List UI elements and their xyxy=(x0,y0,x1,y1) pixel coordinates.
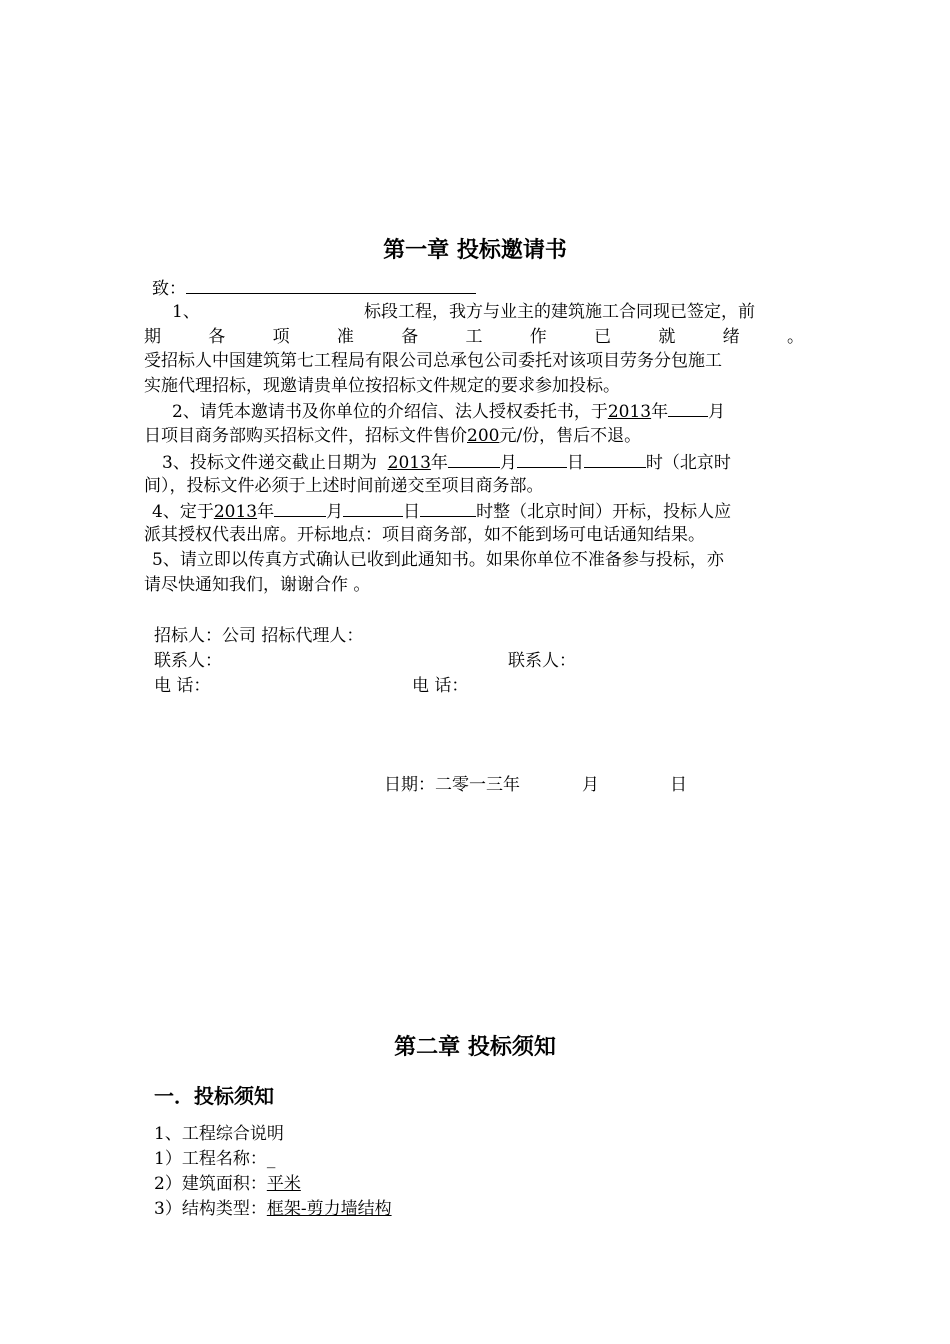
spread-char: 项 xyxy=(272,327,290,347)
para2-line1 xyxy=(172,399,725,424)
para2-year: 2013 xyxy=(607,402,652,422)
month-label: 月 xyxy=(499,453,517,473)
para4-text: 4、定于 xyxy=(152,502,214,522)
para1-line3: 受招标人中国建筑第七工程局有限公司总承包公司委托对该项目劳务分包施工 xyxy=(144,351,722,371)
para3-text: 3、投标文件递交截止日期为 xyxy=(162,453,377,473)
para3-line1 xyxy=(162,450,731,475)
para5-line1: 5、请立即以传真方式确认已收到此通知书。如果你单位不准备参与投标，亦 xyxy=(152,550,724,570)
para2-text2: 日项目商务部购买招标文件，招标文件售价 xyxy=(144,426,467,446)
spread-char: 作 xyxy=(529,327,547,347)
spread-char: 。 xyxy=(786,327,804,347)
para1-line2 xyxy=(144,325,804,349)
item-structure xyxy=(154,1197,392,1221)
date-day: 日 xyxy=(670,775,687,795)
day-label: 日 xyxy=(566,453,584,473)
date-month: 月 xyxy=(582,775,599,795)
item-overview: 1、工程综合说明 xyxy=(154,1124,284,1144)
structure-label: 3）结构类型： xyxy=(154,1199,267,1219)
year-label: 年 xyxy=(430,453,448,473)
month-label: 月 xyxy=(708,402,726,422)
area-value: 平米 xyxy=(266,1174,301,1194)
phone-left: 电 话： xyxy=(154,676,211,696)
area-label: 2）建筑面积： xyxy=(154,1174,267,1194)
addressee-line xyxy=(152,276,476,301)
month-label: 月 xyxy=(326,502,344,522)
month-blank xyxy=(274,499,326,517)
para4-text2: 时整（北京时间）开标，投标人应 xyxy=(476,502,732,522)
para3-text2: 时（北京时 xyxy=(645,453,731,473)
para2-line2 xyxy=(144,424,641,448)
para5-line2: 请尽快通知我们，谢谢合作 。 xyxy=(144,575,371,595)
phone-right: 电 话： xyxy=(412,676,469,696)
day-blank xyxy=(517,450,567,468)
section-heading: 一．投标须知 xyxy=(154,1084,274,1108)
day-label: 日 xyxy=(403,502,421,522)
hour-blank xyxy=(584,450,646,468)
day-blank xyxy=(343,499,403,517)
para4-line2: 派其授权代表出席。开标地点：项目商务部，如不能到场可电话通知结果。 xyxy=(144,525,705,545)
month-blank xyxy=(668,399,708,417)
chapter1-title: 第一章 投标邀请书 xyxy=(383,238,567,263)
para4-line1 xyxy=(152,499,731,524)
para3-year: 2013 xyxy=(387,453,431,473)
price-unit: 元/份，售后不退。 xyxy=(499,426,642,446)
spread-char: 备 xyxy=(401,327,419,347)
para1-line4: 实施代理招标，现邀请贵单位按招标文件规定的要求参加投标。 xyxy=(144,376,620,396)
spread-char: 工 xyxy=(465,327,483,347)
item-area xyxy=(154,1172,301,1196)
para4-year: 2013 xyxy=(213,502,258,522)
spread-char: 已 xyxy=(594,327,612,347)
para1-line1: 标段工程，我方与业主的建筑施工合同现已签定，前 xyxy=(364,302,755,322)
spread-char: 期 xyxy=(144,327,161,347)
spread-char: 就 xyxy=(658,327,676,347)
para3-line2: 间），投标文件必须于上述时间前递交至项目商务部。 xyxy=(144,476,544,496)
spread-char: 准 xyxy=(336,327,354,347)
addressee-blank xyxy=(186,276,476,294)
hour-blank xyxy=(420,499,476,517)
year-label: 年 xyxy=(651,402,669,422)
signatory-line: 招标人：公司 招标代理人： xyxy=(154,626,364,646)
structure-value: 框架-剪力墙结构 xyxy=(266,1199,392,1219)
price-value: 200 xyxy=(467,426,500,446)
chapter2-title: 第二章 投标须知 xyxy=(394,1035,556,1060)
item-project-name xyxy=(154,1147,275,1171)
month-blank xyxy=(448,450,500,468)
para1-num: 1、 xyxy=(172,302,200,322)
to-label: 致： xyxy=(152,279,186,299)
para2-text: 2、请凭本邀请书及你单位的介绍信、法人授权委托书，于 xyxy=(172,402,608,422)
spread-char: 各 xyxy=(208,327,226,347)
contact-left: 联系人： xyxy=(154,651,222,671)
year-label: 年 xyxy=(257,502,275,522)
project-name-label: 1）工程名称： xyxy=(154,1149,267,1169)
date-label: 日期：二零一三年 xyxy=(384,775,520,795)
project-name-value: _ xyxy=(266,1149,276,1169)
spread-char: 绪 xyxy=(722,327,740,347)
contact-right: 联系人： xyxy=(508,651,576,671)
